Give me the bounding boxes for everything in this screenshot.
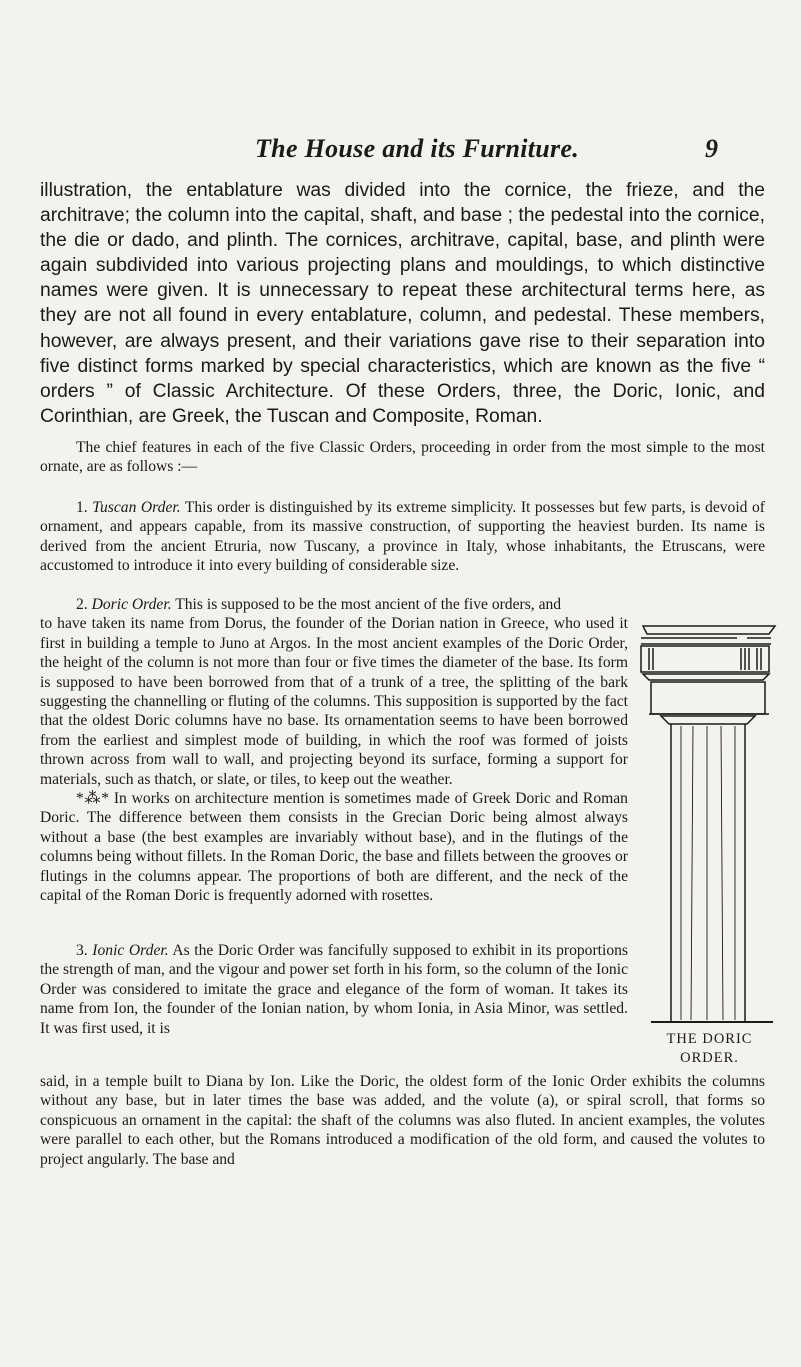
doric-heading: Doric Order. [91, 596, 172, 613]
caption-line-2: ORDER. [680, 1050, 739, 1067]
ionic-heading: Ionic Order. [92, 942, 169, 959]
page-header [0, 100, 801, 163]
ionic-section-continued [40, 1072, 765, 1169]
doric-note-text: In works on architecture mention is sometimes made of Greek Doric and Roman Doric. The difference between them consists in the Grecian Doric being almost always without a base (the best examples are invariably without base), and in the flutings of the columns being without fillets. In the Roman Doric, the base and fillets between the grooves or flutings in the columns appear. The proportions of both are different, and the neck of the capital of the Roman Doric is frequently adorned with rosettes. [40, 790, 628, 905]
intro-paragraph-block [40, 438, 765, 477]
page-number: 9 [705, 134, 718, 163]
figure-caption [632, 1030, 787, 1069]
doric-paragraph: to have taken its name from Dorus, the founder of the Dorian nation in Greece, who used it first in building a temple to Juno at Argos. In the most ancient examples of the Doric Order, the height of the column is not more than four or five times the diameter of the base. Its form is supposed to have been borrowed from that of a trunk of a tree, the splitting of the bark suggesting the channelling or fluting of the columns. This supposition is supported by the fact that the oldest Doric columns have no base. Its ornamentation seems to have been borrowed from the earliest and simplest mode of building, in which the roof was formed of joists thrown across from wall to wall, and projecting beyond its surface, forming a support for materials, such as thatch, or slate, or tiles, to keep out the weather. [40, 615, 628, 788]
ionic-paragraph-narrow [40, 941, 628, 1038]
ionic-text-full: said, in a temple built to Diana by Ion. Like the Doric, the oldest form of the Ionic Order exhibits the columns without any base, but in later times the base was added, and the volute (a), or spiral scroll, that forms so conspicuous an ornament in the capital: the shaft of the columns was also fluted. In ancient examples, the volutes were parallel to each other, but the Romans introduced a modification of the old form, and caused the volutes to project angularly. The base and [40, 1073, 765, 1168]
doric-order-illustration [637, 620, 777, 1030]
doric-number: 2. [76, 596, 88, 613]
lead-paragraph-block [40, 178, 765, 429]
doric-note [40, 789, 628, 905]
doric-first-line [40, 595, 765, 614]
ionic-text-narrow: As the Doric Order was fancifully supposed to exhibit in its proportions the strength of man, and the vigour and power set forth in his form, so the column of the Ionic Order was considered to imitate the grace and elegance of the form of woman. It takes its name from Ion, the founder of the Ionian nation, by whom Ionia, in Asia Minor, was settled. It was first used, it is [40, 942, 628, 1037]
tuscan-heading: Tuscan Order. [92, 499, 181, 516]
lead-paragraph: illustration, the entablature was divided into the cornice, the frieze, and the architrave; the column into the capital, shaft, and base ; the pedestal into the cornice, the die or dado, and plinth. The cornices, architrave, capital, base, and plinth were again subdivided into various projecting plans and mouldings, to which distinctive names were given. It is unnecessary to repeat these architectural terms here, as they are not all found in every entablature, column, and pedestal. These members, however, are always present, and their variations gave rise to their separation into five distinct forms marked by special characteristics, which are known as the five “ orders ” of Classic Architecture. Of these Orders, three, the Doric, Ionic, and Corinthian, are Greek, the Tuscan and Composite, Roman. [40, 180, 765, 427]
tuscan-text: This order is distinguished by its extreme simplicity. It possesses but few parts, is devoid of ornament, and appears capable, from its massive construction, of supporting the heaviest burden. Its name is derived from the ancient Etruria, now Tuscany, a province in Italy, whose inhabitants, the Etruscans, were accustomed to introduce it into every building of considerable size. [40, 499, 765, 575]
tuscan-section [40, 498, 765, 576]
tuscan-paragraph [40, 498, 765, 576]
intro-paragraph: The chief features in each of the five Classic Orders, proceeding in order from the most simple to the most ornate, are as follows :— [40, 439, 765, 476]
doric-column-drawing [637, 620, 777, 1030]
tuscan-number: 1. [76, 499, 88, 516]
doric-note-mark: *⁂* [76, 790, 110, 808]
ionic-number: 3. [76, 942, 88, 959]
running-title: The House and its Furniture. [255, 134, 580, 163]
doric-first-line-text: This is supposed to be the most ancient of the five orders, and [175, 596, 562, 613]
caption-line-1: THE DORIC [666, 1031, 753, 1047]
